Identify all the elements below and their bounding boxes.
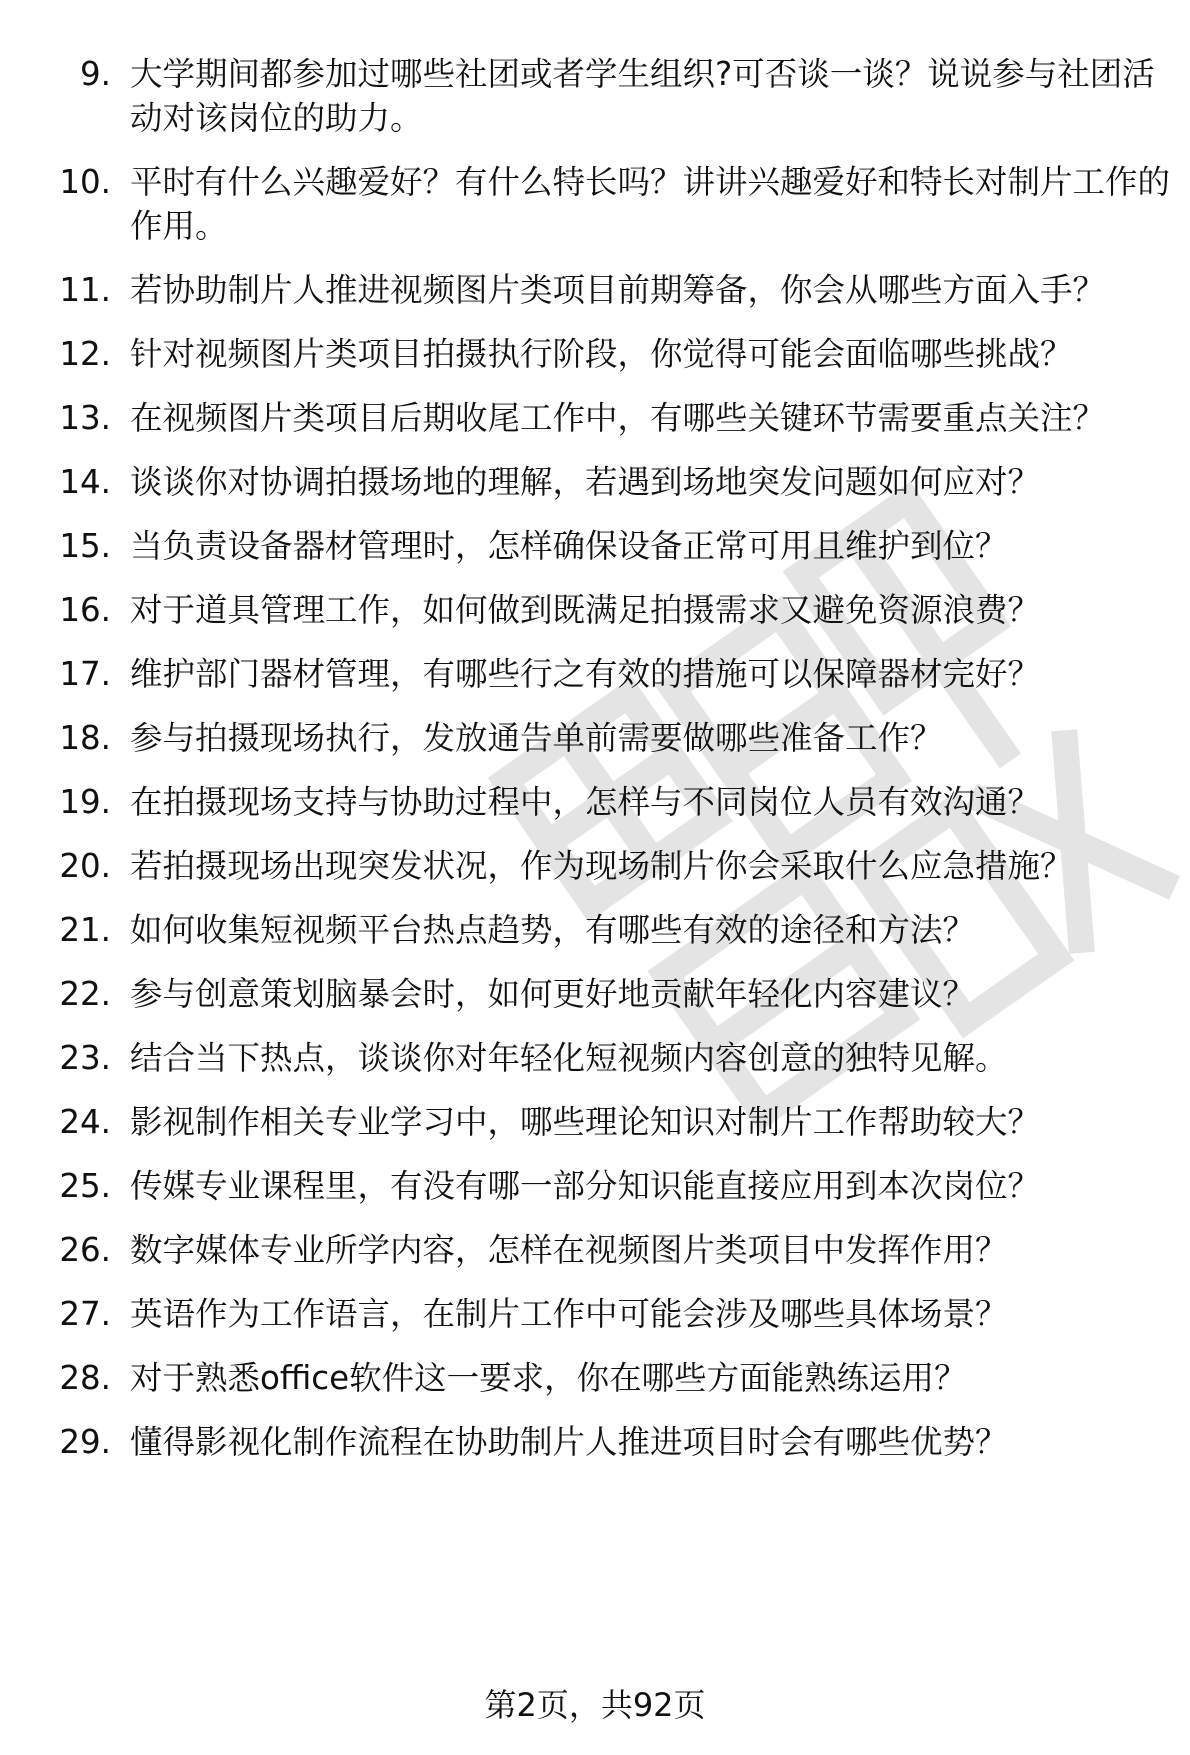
question-text: 如何收集短视频平台热点趋势，有哪些有效的途径和方法？ <box>130 911 976 949</box>
question-text: 针对视频图片类项目拍摄执行阶段，你觉得可能会面临哪些挑战？ <box>130 335 1073 373</box>
question-item <box>0 716 1190 760</box>
question-text: 传媒专业课程里，有没有哪一部分知识能直接应用到本次岗位？ <box>130 1167 1041 1205</box>
question-item <box>0 1292 1190 1336</box>
question-text: 大学期间都参加过哪些社团或者学生组织?可否谈一谈？说说参与社团活动对该岗位的助力。 <box>130 55 1155 137</box>
question-number: 23. <box>59 1039 111 1077</box>
question-text: 谈谈你对协调拍摄场地的理解，若遇到场地突发问题如何应对？ <box>130 463 1041 501</box>
question-text: 英语作为工作语言，在制片工作中可能会涉及哪些具体场景？ <box>130 1295 1008 1333</box>
question-item <box>0 1420 1190 1464</box>
question-text: 在拍摄现场支持与协助过程中，怎样与不同岗位人员有效沟通？ <box>130 783 1041 821</box>
question-item <box>0 396 1190 440</box>
question-item <box>0 972 1190 1016</box>
question-number: 13. <box>59 399 111 437</box>
question-item <box>0 460 1190 504</box>
question-number: 24. <box>59 1103 111 1141</box>
question-item <box>0 844 1190 888</box>
question-text: 参与拍摄现场执行，发放通告单前需要做哪些准备工作？ <box>130 719 943 757</box>
question-item <box>0 524 1190 568</box>
question-number: 27. <box>59 1295 111 1333</box>
page-number-footer: 第2页，共92页 <box>484 1686 706 1724</box>
question-item <box>0 52 1190 140</box>
question-number: 9. <box>79 55 111 93</box>
question-number: 19. <box>59 783 111 821</box>
question-item <box>0 780 1190 824</box>
question-number: 18. <box>59 719 111 757</box>
question-number: 12. <box>59 335 111 373</box>
question-number: 22. <box>59 975 111 1013</box>
question-text: 在视频图片类项目后期收尾工作中，有哪些关键环节需要重点关注？ <box>130 399 1106 437</box>
question-text: 数字媒体专业所学内容，怎样在视频图片类项目中发挥作用？ <box>130 1231 1008 1269</box>
question-text: 对于道具管理工作，如何做到既满足拍摄需求又避免资源浪费？ <box>130 591 1041 629</box>
question-number: 26. <box>59 1231 111 1269</box>
question-item <box>0 268 1190 312</box>
question-text: 影视制作相关专业学习中，哪些理论知识对制片工作帮助较大？ <box>130 1103 1041 1141</box>
question-number: 11. <box>59 271 111 309</box>
question-item <box>0 908 1190 952</box>
question-item <box>0 1036 1190 1080</box>
question-number: 16. <box>59 591 111 629</box>
question-number: 25. <box>59 1167 111 1205</box>
question-text: 若协助制片人推进视频图片类项目前期筹备，你会从哪些方面入手？ <box>130 271 1106 309</box>
question-item <box>0 1356 1190 1400</box>
question-number: 21. <box>59 911 111 949</box>
question-list <box>0 52 1190 1484</box>
question-text: 对于熟悉office软件这一要求，你在哪些方面能熟练运用？ <box>130 1359 967 1397</box>
question-text: 当负责设备器材管理时，怎样确保设备正常可用且维护到位？ <box>130 527 1008 565</box>
question-number: 10. <box>59 163 111 201</box>
question-text: 懂得影视化制作流程在协助制片人推进项目时会有哪些优势？ <box>130 1423 1008 1461</box>
question-text: 参与创意策划脑暴会时，如何更好地贡献年轻化内容建议？ <box>130 975 976 1013</box>
question-item <box>0 652 1190 696</box>
question-text: 结合当下热点，谈谈你对年轻化短视频内容创意的独特见解。 <box>130 1039 1008 1077</box>
question-text: 平时有什么兴趣爱好？有什么特长吗？讲讲兴趣爱好和特长对制片工作的作用。 <box>130 163 1171 245</box>
question-item <box>0 588 1190 632</box>
question-number: 28. <box>59 1359 111 1397</box>
question-item <box>0 1228 1190 1272</box>
question-item <box>0 332 1190 376</box>
question-number: 15. <box>59 527 111 565</box>
question-item <box>0 160 1190 248</box>
question-item <box>0 1100 1190 1144</box>
question-item <box>0 1164 1190 1208</box>
question-number: 29. <box>59 1423 111 1461</box>
question-number: 17. <box>59 655 111 693</box>
question-number: 20. <box>59 847 111 885</box>
question-text: 若拍摄现场出现突发状况，作为现场制片你会采取什么应急措施？ <box>130 847 1073 885</box>
question-text: 维护部门器材管理，有哪些行之有效的措施可以保障器材完好？ <box>130 655 1041 693</box>
question-number: 14. <box>59 463 111 501</box>
